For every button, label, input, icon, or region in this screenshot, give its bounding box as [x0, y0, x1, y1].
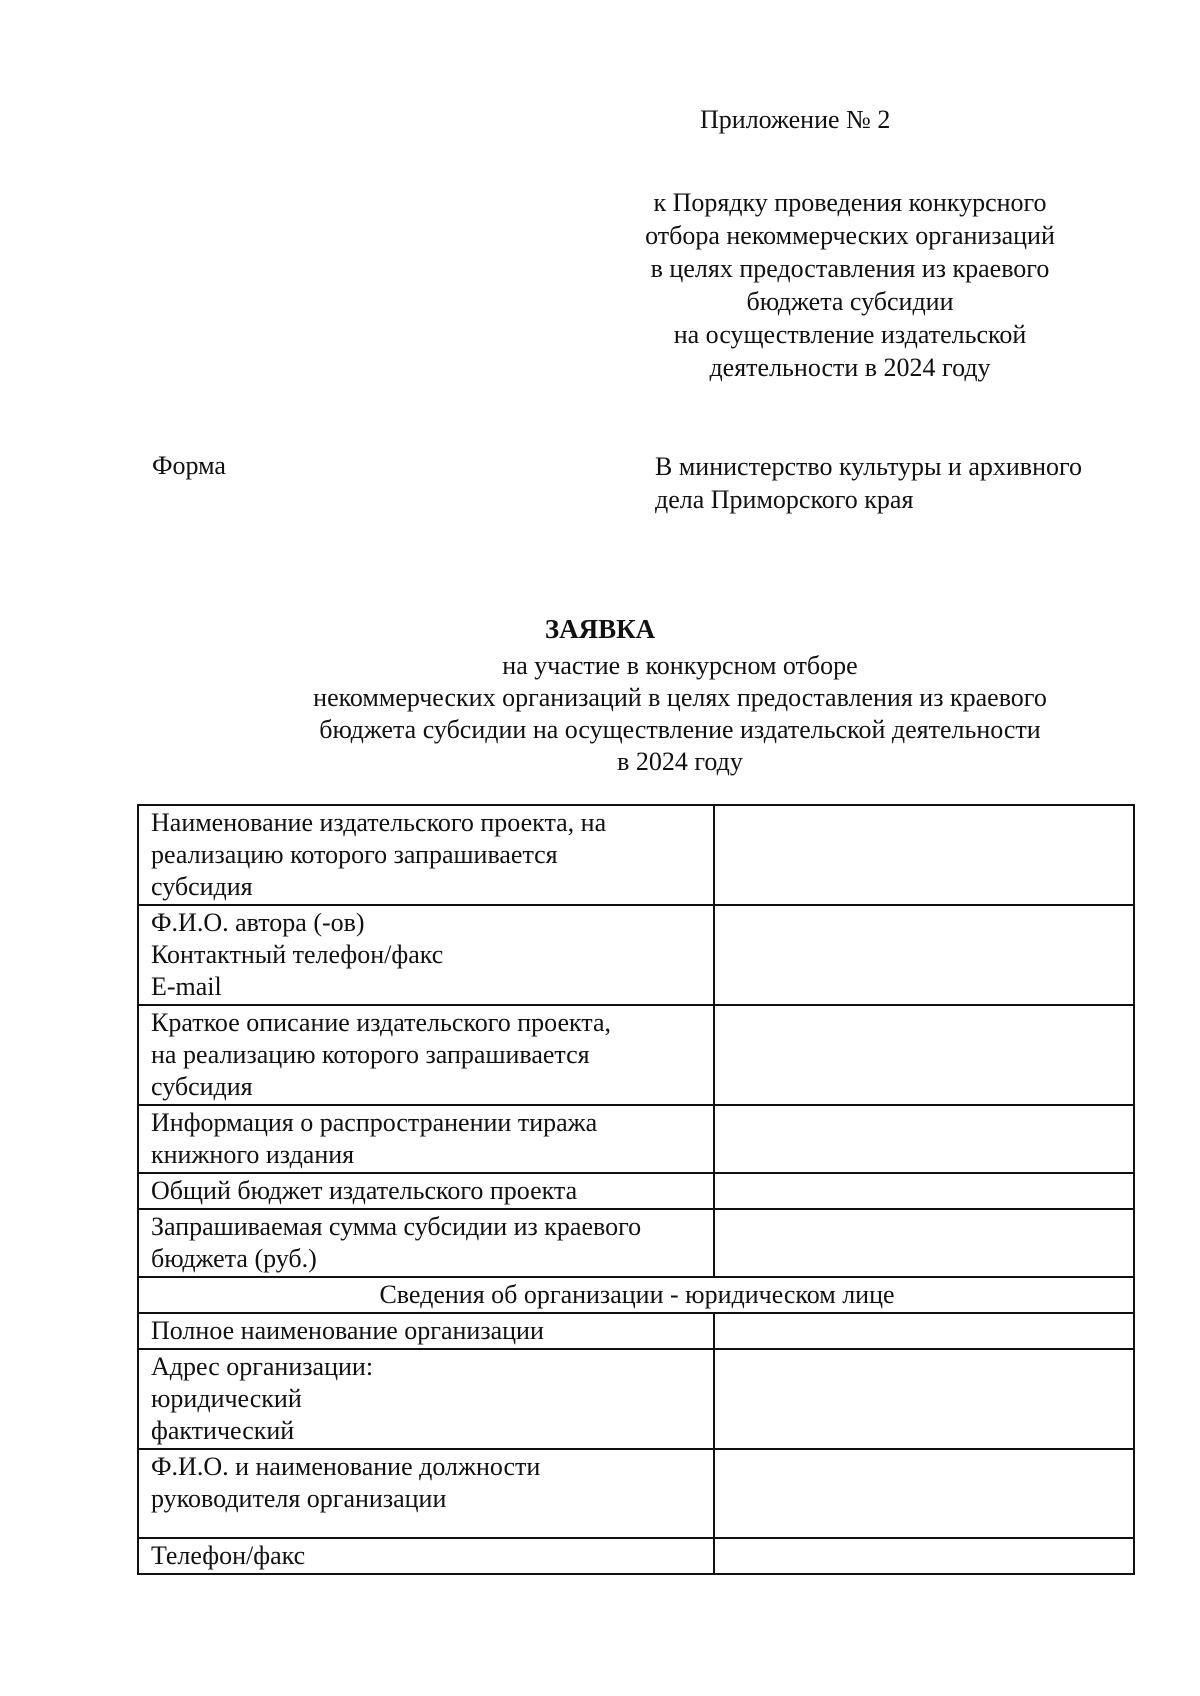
table-row [138, 1449, 1134, 1538]
row-label [138, 1005, 714, 1105]
appendix-line: деятельности в 2024 году [709, 353, 991, 382]
value-cell[interactable] [714, 1173, 1134, 1209]
section-header: Сведения об организации - юридическом лице [138, 1277, 1134, 1313]
subtitle-line: бюджета субсидии на осуществление издательской деятельности [319, 715, 1041, 744]
row-label [138, 1173, 714, 1209]
label-line: реализацию которого запрашивается [151, 840, 558, 869]
appendix-line: к Порядку проведения конкурсного [653, 188, 1047, 217]
subtitle-line: некоммерческих организаций в целях предоставления из краевого [313, 683, 1047, 712]
value-cell[interactable] [714, 1105, 1134, 1173]
value-cell[interactable] [714, 805, 1134, 905]
label-line: Ф.И.О. автора (-ов) [151, 908, 365, 937]
row-label [138, 905, 714, 1005]
label-line: субсидия [151, 872, 253, 901]
appendix-line: отбора некоммерческих организаций [645, 221, 1055, 250]
row-label [138, 805, 714, 905]
label-line: руководителя организации [151, 1484, 447, 1513]
row-label [138, 1209, 714, 1277]
appendix-title: Приложение № 2 [700, 105, 891, 134]
document-subtitle [180, 650, 1180, 778]
appendix-line: в целях предоставления из краевого [650, 254, 1050, 283]
value-cell[interactable] [714, 1209, 1134, 1277]
appendix-line: бюджета субсидии [746, 287, 954, 316]
addressee-line: дела Приморского края [655, 485, 914, 514]
label-line: Запрашиваемая сумма субсидии из краевого [151, 1212, 642, 1241]
label-line: Адрес организации: [151, 1352, 374, 1381]
table-row [138, 1313, 1134, 1349]
row-label [138, 1449, 714, 1538]
section-header-row [138, 1277, 1134, 1313]
subtitle-line: на участие в конкурсном отборе [502, 651, 858, 680]
label-line: Информация о распространении тиража [151, 1108, 598, 1137]
label-line: фактический [151, 1416, 295, 1445]
label-line: Полное наименование организации [151, 1316, 544, 1345]
appendix-line: на осуществление издательской [673, 320, 1027, 349]
table-row [138, 1173, 1134, 1209]
table-row [138, 1538, 1134, 1574]
label-line: Телефон/факс [151, 1541, 306, 1570]
table-row [138, 1209, 1134, 1277]
table-row [138, 1105, 1134, 1173]
label-line: Краткое описание издательского проекта, [151, 1008, 612, 1037]
value-cell[interactable] [714, 1005, 1134, 1105]
table-row [138, 1349, 1134, 1449]
form-label: Форма [152, 451, 226, 480]
value-cell[interactable] [714, 1538, 1134, 1574]
label-line: E-mail [151, 972, 222, 1001]
row-label [138, 1313, 714, 1349]
table-row [138, 905, 1134, 1005]
label-line: Ф.И.О. и наименование должности [151, 1452, 541, 1481]
label-line: книжного издания [151, 1140, 355, 1169]
document-title: ЗАЯВКА [544, 614, 656, 644]
application-form-table [137, 804, 1135, 1575]
table-row [138, 1005, 1134, 1105]
label-line: на реализацию которого запрашивается [151, 1040, 590, 1069]
row-label [138, 1538, 714, 1574]
label-line: Контактный телефон/факс [151, 940, 444, 969]
addressee [655, 450, 1175, 516]
appendix-reference [600, 186, 1100, 384]
value-cell[interactable] [714, 1449, 1134, 1538]
row-label [138, 1105, 714, 1173]
row-label [138, 1349, 714, 1449]
table-row [138, 805, 1134, 905]
addressee-line: В министерство культуры и архивного [655, 452, 1083, 481]
label-line: Наименование издательского проекта, на [151, 808, 607, 837]
label-line: бюджета (руб.) [151, 1244, 317, 1273]
subtitle-line: в 2024 году [617, 747, 743, 776]
label-line: субсидия [151, 1072, 253, 1101]
label-line: юридический [151, 1384, 302, 1413]
value-cell[interactable] [714, 1349, 1134, 1449]
label-line: Общий бюджет издательского проекта [151, 1176, 578, 1205]
value-cell[interactable] [714, 1313, 1134, 1349]
value-cell[interactable] [714, 905, 1134, 1005]
